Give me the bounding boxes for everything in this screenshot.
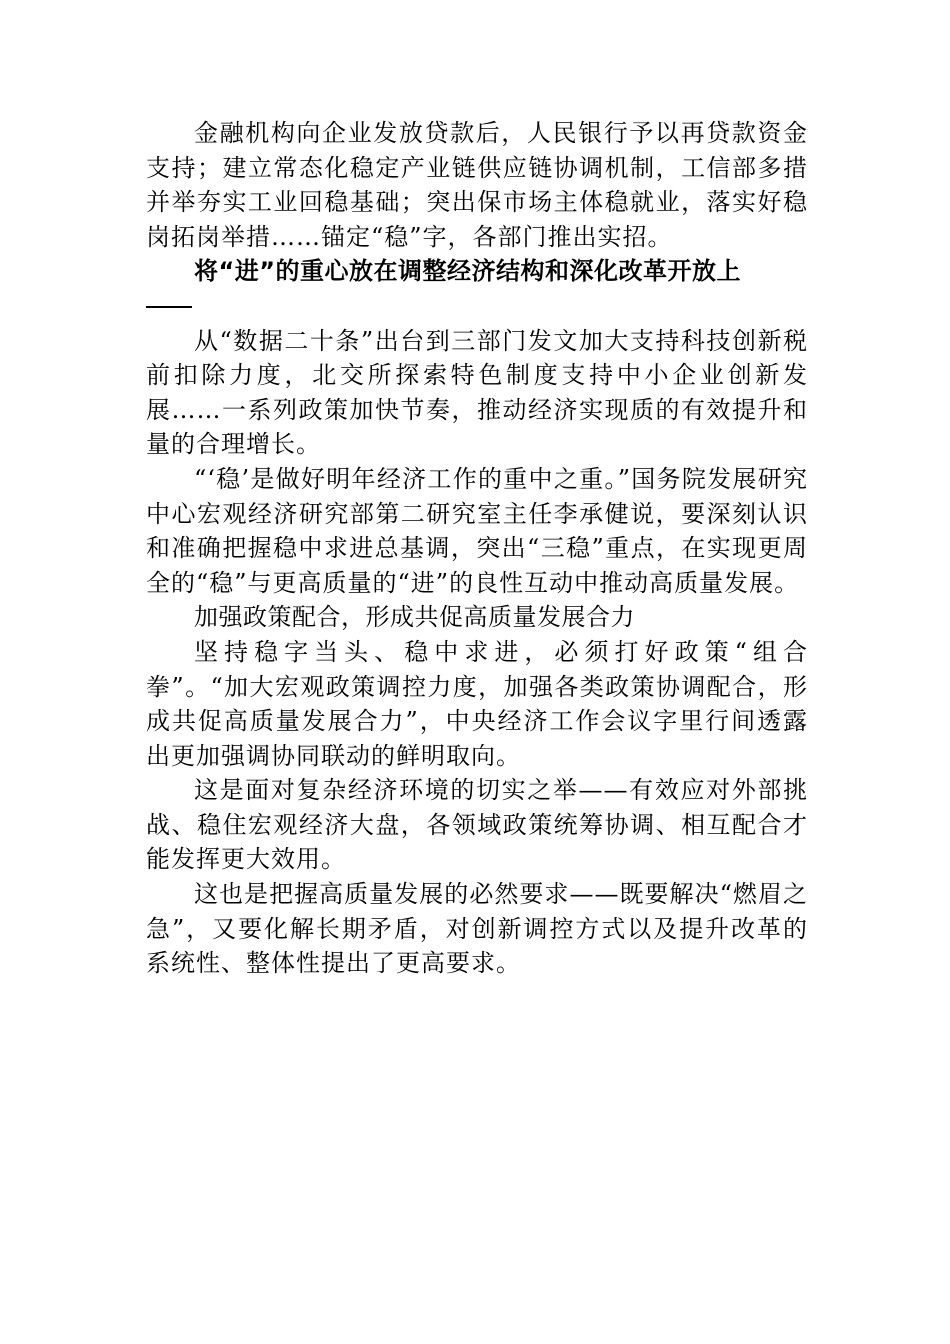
section-heading-progress: 将“进”的重心放在调整经济结构和深化改革开放上 [194, 257, 742, 286]
heading-dash [146, 289, 808, 324]
paragraph-policy-pace: 从“数据二十条”出台到三部门发文加大支持科技创新税前扣除力度，北交所探索特色制度支持中小企业创新发展……一系列政策加快节奏，推动经济实现质的有效提升和量的合理增长。 [146, 326, 808, 459]
paragraph-stability-measures: 金融机构向企业发放贷款后，人民银行予以再贷款资金支持；建立常态化稳定产业链供应链协调机制，工信部多措并举夯实工业回稳基础；突出保市场主体稳就业，落实好稳岗拓岗举措……锚定“稳”字，各部门推出实招。 [146, 119, 808, 251]
section-heading-policy-coordination: 加强政策配合，形成共促高质量发展合力 [194, 603, 635, 632]
paragraph-complex-environment: 这是面对复杂经济环境的切实之举——有效应对外部挑战、稳住宏观经济大盘，各领域政策统筹协调、相互配合才能发挥更大效用。 [146, 776, 808, 874]
heading-dash-rule [146, 306, 192, 308]
paragraph-high-quality-requirement: 这也是把握高质量发展的必然要求——既要解决“燃眉之急”，又要化解长期矛盾，对创新调控方式以及提升改革的系统性、整体性提出了更高要求。 [146, 880, 808, 978]
paragraph-policy-combination: 坚持稳字当头、稳中求进，必须打好政策“组合拳”。“加大宏观政策调控力度，加强各类政策协调配合，形成共促高质量发展合力”，中央经济工作会议字里行间透露出更加强调协同联动的鲜明取向。 [146, 637, 808, 770]
paragraph-expert-quote: “‘稳’是做好明年经济工作的重中之重。”国务院发展研究中心宏观经济研究部第二研究室主任李承健说，要深刻认识和准确把握稳中求进总基调，突出“三稳”重点，在实现更周全的“稳”与更高质量的“进”的良性互动中推动高质量发展。 [146, 464, 808, 597]
document-page [146, 116, 808, 981]
